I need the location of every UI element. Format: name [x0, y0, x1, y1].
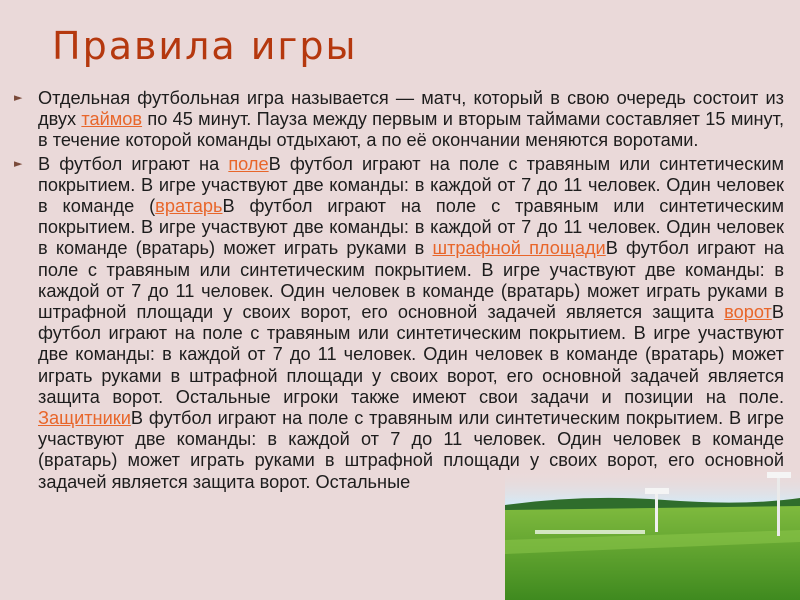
- slide-title: Правила игры: [52, 24, 358, 68]
- link-shtrafnaya-ploshchad[interactable]: штрафной площади: [432, 238, 606, 259]
- triangle-bullet-icon: ►: [14, 156, 23, 170]
- link-vorota[interactable]: ворот: [724, 302, 772, 323]
- text-segment: В футбол играют на поле с травяным или синтетическим покрытием. В игре участвуют две команды: в каждой от 7 до 11 человек. Один человек в команде (: [38, 153, 784, 217]
- text-segment: В футбол играют на поле с травяным или синтетическим покрытием. В игре участвуют две команды: в каждой от 7 до 11 человек. Один человек в команде (вратарь) может играть руками в: [38, 196, 784, 259]
- bullet-item: [14, 88, 784, 152]
- text-segment: по 45 минут. Пауза между первым и вторым таймами составляет 15 минут, в течение которой команды отдыхают, а по её окончании меняются воротами.: [38, 109, 784, 151]
- text-segment: Отдельная футбольная игра называется — матч, который в свою очередь состоит из двух: [38, 88, 784, 130]
- triangle-bullet-icon: ►: [14, 91, 23, 104]
- text-segment: В футбол играют на поле с травяным или синтетическим покрытием. В игре участвуют две команды: в каждой от 7 до 11 человек. Один человек в команде (вратарь) может играть руками в штрафной площади у своих ворот, его основной задачей является защита ворот. Остальные игроки также имеют свои задачи и позиции на поле.: [38, 302, 784, 407]
- text-segment: В футбол играют на: [38, 153, 229, 174]
- link-zashchitniki[interactable]: Защитники: [38, 408, 131, 429]
- bullet-text: [38, 88, 784, 152]
- link-taimy[interactable]: таймов: [81, 109, 143, 130]
- link-vratar[interactable]: вратарь: [155, 196, 223, 217]
- bullet-text: [38, 154, 784, 493]
- text-segment: В футбол играют на поле с травяным или синтетическим покрытием. В игре участвуют две команды: в каждой от 7 до 11 человек. Один человек в команде (вратарь) может играть руками в штрафной площади у своих ворот, его основной задачей является защита ворот. Остальные: [38, 408, 784, 492]
- link-pole[interactable]: поле: [228, 153, 269, 174]
- bullet-list: [14, 88, 784, 495]
- bullet-item: [14, 154, 784, 493]
- text-segment: В футбол играют на поле с травяным или синтетическим покрытием. В игре участвуют две команды: в каждой от 7 до 11 человек. Один человек в команде (вратарь) может играть руками в штрафной площади у своих ворот, его основной задачей является защита: [38, 238, 784, 323]
